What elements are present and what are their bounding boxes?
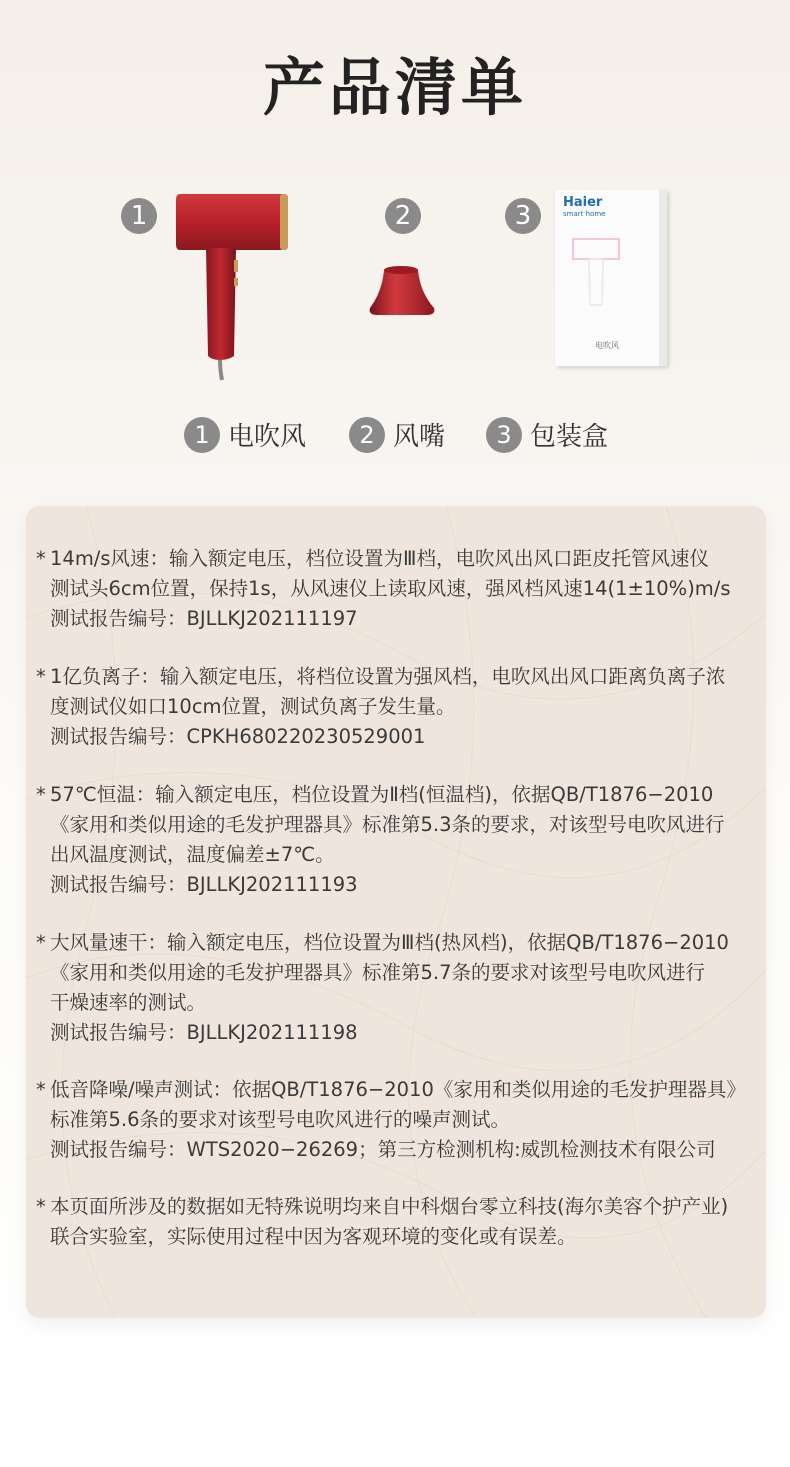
note-line: 《家用和类似用途的毛发护理器具》标准第5.3条的要求，对该型号电吹风进行 (50, 813, 725, 836)
note-bullet: * (36, 783, 46, 806)
note-negative-ions (36, 662, 760, 752)
note-bullet: * (36, 1078, 46, 1101)
note-line: 测试报告编号：WTS2020−26269；第三方检测机构:威凯检测技术有限公司 (50, 1138, 716, 1161)
note-line: 联合实验室，实际使用过程中因为客观环境的变化或有误差。 (50, 1225, 577, 1248)
note-noise-test (36, 1075, 760, 1165)
note-line: 《家用和类似用途的毛发护理器具》标准第5.7条的要求对该型号电吹风进行 (50, 961, 706, 984)
note-line: 低音降噪/噪声测试：依据QB/T1876−2010《家用和类似用途的毛发护理器具》 (50, 1078, 746, 1101)
note-constant-temperature (36, 780, 760, 900)
note-line: 测试报告编号：CPKH680220230529001 (50, 725, 426, 748)
product-label-1-number: 1 (184, 417, 220, 453)
note-line: 测试头6cm位置，保持1s，从风速仪上读取风速，强风档风速14(1±10%)m/s (50, 577, 731, 600)
notes-panel (26, 506, 766, 1318)
page-title: 产品清单 (262, 51, 527, 124)
product-label-3 (486, 416, 608, 453)
box-sub-brand: smart home (563, 210, 606, 218)
nozzle-image (366, 262, 438, 320)
note-bullet: * (36, 665, 46, 688)
note-line: 测试报告编号：BJLLKJ202111197 (50, 607, 358, 630)
product-label-2 (349, 416, 445, 453)
package-box-image (555, 190, 667, 366)
product-label-1-text: 电吹风 (228, 422, 307, 452)
note-bullet: * (36, 547, 46, 570)
product-2-number-badge: 2 (385, 198, 421, 234)
box-brand-logo: Haier (563, 195, 603, 210)
hair-dryer-image (170, 188, 295, 383)
note-line: 标准第5.6条的要求对该型号电吹风进行的噪声测试。 (50, 1108, 511, 1131)
product-label-2-number: 2 (349, 417, 385, 453)
note-line: 出风温度测试，温度偏差±7℃。 (50, 843, 335, 866)
product-labels-row (0, 416, 790, 456)
note-line: 1亿负离子：输入额定电压，将档位设置为强风档，电吹风出风口距离负离子浓 (50, 665, 726, 688)
product-label-3-text: 包装盒 (530, 422, 609, 452)
note-line: 测试报告编号：BJLLKJ202111193 (50, 873, 358, 896)
note-line: 本页面所涉及的数据如无特殊说明均来自中科烟台零立科技(海尔美容个护产业) (50, 1195, 729, 1218)
note-quick-dry (36, 928, 760, 1048)
product-label-2-text: 风嘴 (393, 422, 446, 452)
product-3-number-badge: 3 (505, 198, 541, 234)
note-line: 干燥速率的测试。 (50, 991, 207, 1014)
box-dryer-outline-icon (567, 235, 627, 310)
note-bullet: * (36, 1195, 46, 1218)
note-line: 度测试仪如口10cm位置，测试负离子发生量。 (50, 695, 456, 718)
note-line: 测试报告编号：BJLLKJ202111198 (50, 1021, 358, 1044)
product-label-1 (184, 416, 306, 453)
note-data-source (36, 1192, 760, 1252)
product-label-3-number: 3 (486, 417, 522, 453)
product-1-number-badge: 1 (121, 198, 157, 234)
note-wind-speed (36, 544, 760, 634)
note-bullet: * (36, 931, 46, 954)
note-line: 14m/s风速：输入额定电压，档位设置为Ⅲ档，电吹风出风口距皮托管风速仪 (50, 547, 709, 570)
note-line: 57℃恒温：输入额定电压，档位设置为Ⅱ档(恒温档)，依据QB/T1876−2010 (50, 783, 714, 806)
note-line: 大风量速干：输入额定电压，档位设置为Ⅲ档(热风档)，依据QB/T1876−2010 (50, 931, 729, 954)
box-product-label: 电吹风 (595, 341, 619, 350)
